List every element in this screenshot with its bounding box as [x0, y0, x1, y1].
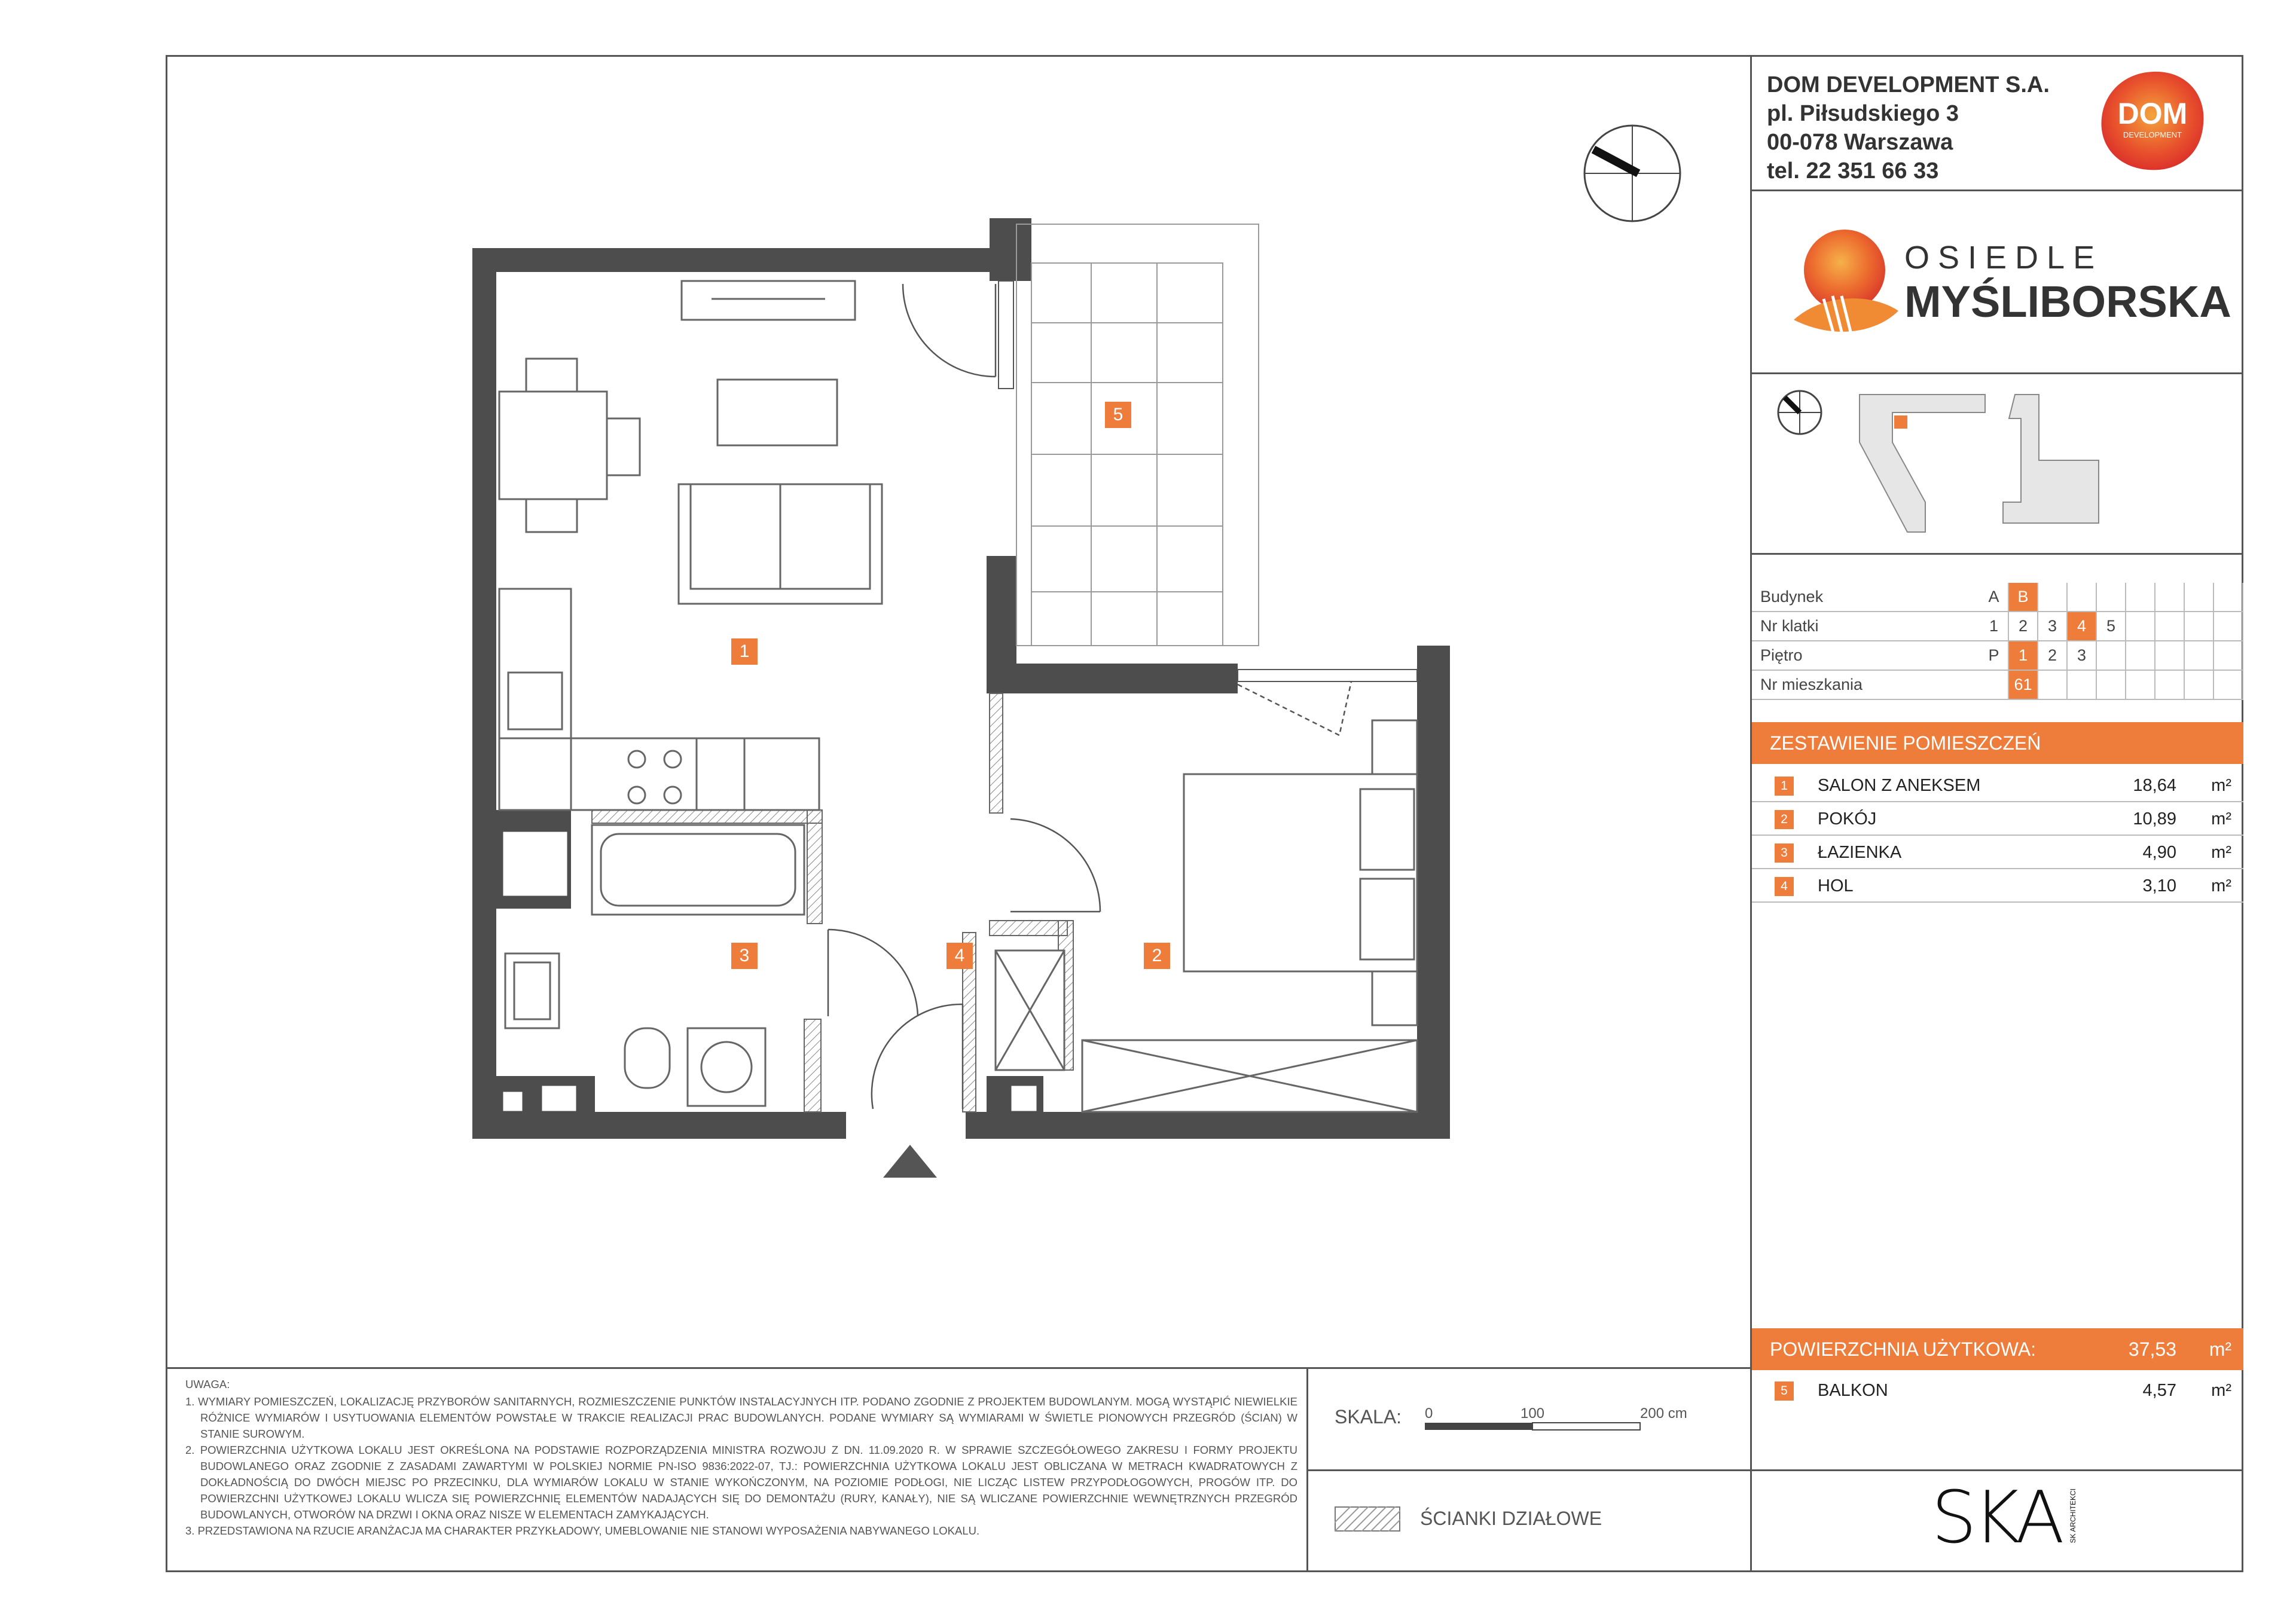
- room-number: 1: [1775, 777, 1794, 796]
- balcony-grid: [1016, 224, 1259, 646]
- room-name: HOL: [1818, 876, 1854, 895]
- notes-title: UWAGA:: [185, 1378, 230, 1390]
- architect-logo: [1931, 1477, 2087, 1566]
- scale-bar: [1420, 1405, 1731, 1447]
- balcony-row: [1752, 1374, 2243, 1407]
- keyplan-building-a: [1860, 395, 1985, 532]
- plan-label-4: 4: [947, 943, 973, 969]
- scale-tick-0: 0: [1425, 1405, 1433, 1422]
- logo-divider: [1750, 372, 2243, 374]
- room-area: 10,89: [2133, 809, 2176, 829]
- note-item: 2. POWIERZCHNIA UŻYTKOWA LOKALU JEST OKREŚLONA NA PODSTAWIE ROZPORZĄDZENIA MINISTRA ROZWOJU Z DN. 11.09.2020 R. W SPRAWIE SZCZEGÓŁOWEGO ZAKRESU I FORMY PROJEKTU BUDOWLANEGO ORAZ ZGODNIE Z ZASADAMI ZAWARTYMI W POLSKIEJ NORMIE PN-ISO 9836:2022-07, TJ.: POWIERZCHNIA UŻYTKOWA LOKALU JEST OBLICZANA W METRACH KWADRATOWYCH Z DOKŁADNOŚCIĄ DO DWÓCH MIEJSC PO PRZECINKU, DLA WYMIARÓW LOKALU W STANIE WYKOŃCZONYM, NA POZIOMIE PODŁOGI, NIE LICZĄC LISTEW PRZYPODŁOGOWYCH, PROGÓW ITP. DO POWIERZCHNI UŻYTKOWEJ LOKALU WLICZA SIĘ POWIERZCHNIĘ ELEMENTÓW NADAJĄCYCH SIĘ DO DEMONTAŻU (RURY, KANAŁY), NIE SĄ WLICZANE POWIERZCHNIE WEWNĘTRZNYCH PRZEGRÓD BUDOWLANYCH, OTWORÓW NA DRZWI I OKNA ORAZ NISZE W ELEMENTACH ZAMYKAJĄCYCH.: [185, 1444, 1297, 1521]
- scale-legend-divider: [1306, 1469, 1752, 1471]
- label-pietro: Piętro: [1752, 641, 1980, 670]
- total-unit: m²: [2209, 1338, 2231, 1360]
- floor-plan: [454, 209, 1471, 1190]
- total-label: POWIERZCHNIA UŻYTKOWA:: [1770, 1338, 2037, 1360]
- room-unit: m²: [2211, 843, 2231, 862]
- room-area: 18,64: [2133, 776, 2176, 795]
- notes-divider: [166, 1367, 1752, 1369]
- room-row: [1752, 769, 2243, 802]
- room-name: ŁAZIENKA: [1818, 843, 1902, 862]
- vent-1: [541, 1085, 577, 1112]
- scale-tick-200: 200 cm: [1640, 1405, 1687, 1422]
- room-number: 3: [1775, 843, 1794, 863]
- room-unit: m²: [2211, 876, 2231, 895]
- balcony-number: 5: [1775, 1381, 1794, 1401]
- dom-logo-word: DOM: [2117, 97, 2188, 130]
- architect-logo-caption: SK ARCHITEKCI: [2069, 1488, 2077, 1543]
- label-klatka: Nr klatki: [1752, 612, 1980, 641]
- mysliborska-word: MYŚLIBORSKA: [1904, 277, 2231, 326]
- total-area-bar: [1752, 1328, 2243, 1370]
- counter: [499, 738, 819, 810]
- door-swings: [828, 284, 1351, 1109]
- balcony-area: 4,57: [2142, 1381, 2176, 1400]
- company-info: [1767, 71, 2050, 185]
- radiator: [682, 281, 855, 320]
- keyplan-divider: [1750, 553, 2243, 555]
- dom-logo-sub: DEVELOPMENT: [2123, 130, 2182, 139]
- company-phone: tel. 22 351 66 33: [1767, 158, 1939, 184]
- coffee-table: [718, 380, 837, 445]
- row-klatka: Nr klatki 1 2 3 4 5: [1752, 612, 2243, 641]
- entrance-arrow-icon: [883, 1145, 937, 1178]
- plan-label-5: 5: [1105, 402, 1131, 428]
- toilet: [625, 1028, 670, 1088]
- note-item: 1. WYMIARY POMIESZCZEŃ, LOKALIZACJĘ PRZYBORÓW SANITARNYCH, ROZMIESZCZENIE PUNKTÓW INSTALACYJNYCH ITP. PODANO ZGODNIE Z PROJEKTEM BUDOWLANYM. MOGĄ WYSTĄPIĆ NIEWIELKIE RÓŻNICE WYMIARÓW I USYTUOWANIA ELEMENTÓW POWSTAŁE W TRAKCIE REALIZACJI PRAC BUDOWLANYCH. PODANE WYMIARY SĄ WYMIARAMI W ŚWIETLE PIONOWYCH PRZEGRÓD (ŚCIAN) W STANIE SUROWYM.: [185, 1395, 1297, 1440]
- compass-icon: [1578, 120, 1686, 227]
- plan-label-1: 1: [731, 638, 758, 665]
- room-row: [1752, 869, 2243, 903]
- room-number: 4: [1775, 877, 1794, 896]
- scale-label: SKALA:: [1335, 1406, 1402, 1428]
- company-name: DOM DEVELOPMENT S.A.: [1767, 72, 2050, 97]
- osiedle-word: OSIEDLE: [1904, 240, 2103, 276]
- note-item: 3. PRZEDSTAWIONA NA RZUCIE ARANŻACJA MA CHARAKTER PRZYKŁADOWY, UMEBLOWANIE NIE STANOWI WYPOSAŻENIA NABYWANEGO LOKALU.: [185, 1524, 980, 1537]
- keyplan-compass-icon: [1778, 391, 1821, 434]
- label-budynek: Budynek: [1752, 583, 1980, 612]
- room-area: 4,90: [2142, 843, 2176, 862]
- room-area: 3,10: [2142, 876, 2176, 895]
- dom-development-logo: [2096, 67, 2209, 175]
- architect-divider: [1750, 1469, 2243, 1471]
- rooms-title: ZESTAWIENIE POMIESZCZEŃ: [1752, 722, 2243, 764]
- room-row: [1752, 802, 2243, 836]
- dining-table: [499, 392, 607, 499]
- room-number: 2: [1775, 810, 1794, 829]
- room-name: SALON Z ANEKSEM: [1818, 776, 1981, 795]
- notes: [185, 1376, 1297, 1539]
- room-unit: m²: [2211, 776, 2231, 795]
- room-unit: m²: [2211, 809, 2231, 829]
- room-name: POKÓJ: [1818, 809, 1877, 829]
- furniture: [499, 281, 1417, 1112]
- keyplan-highlight: [1894, 415, 1907, 429]
- shaft-left: [502, 831, 568, 897]
- room-row: [1752, 836, 2243, 869]
- legend-label: ŚCIANKI DZIAŁOWE: [1420, 1508, 1602, 1529]
- location-table: [1752, 583, 2243, 700]
- keyplan: [1764, 383, 2242, 550]
- header-divider: [1750, 189, 2243, 191]
- balcony-name: BALKON: [1818, 1381, 1888, 1400]
- total-area: 37,53: [2128, 1338, 2176, 1360]
- plan-label-2: 2: [1144, 943, 1170, 969]
- osiedle-logo-mark: [1788, 221, 1901, 347]
- vent-3: [502, 1091, 523, 1112]
- scale-tick-100: 100: [1520, 1405, 1545, 1422]
- vent-2: [1010, 1085, 1037, 1112]
- label-mieszkanie: Nr mieszkania: [1752, 670, 1980, 699]
- company-address-city: 00-078 Warszawa: [1767, 130, 1953, 155]
- company-address-street: pl. Piłsudskiego 3: [1767, 101, 1959, 126]
- row-mieszkanie: Nr mieszkania 61: [1752, 670, 2243, 699]
- keyplan-building-b: [2003, 395, 2099, 523]
- windows: [999, 281, 1417, 681]
- balcony-unit: m²: [2211, 1381, 2231, 1400]
- legend-hatch-icon: [1335, 1506, 1400, 1532]
- row-budynek: Budynek A B: [1752, 583, 2243, 612]
- row-pietro: Piętro P 1 2 3: [1752, 641, 2243, 670]
- architect-logo-text: SKA: [1931, 1477, 2061, 1560]
- plan-label-3: 3: [731, 943, 758, 969]
